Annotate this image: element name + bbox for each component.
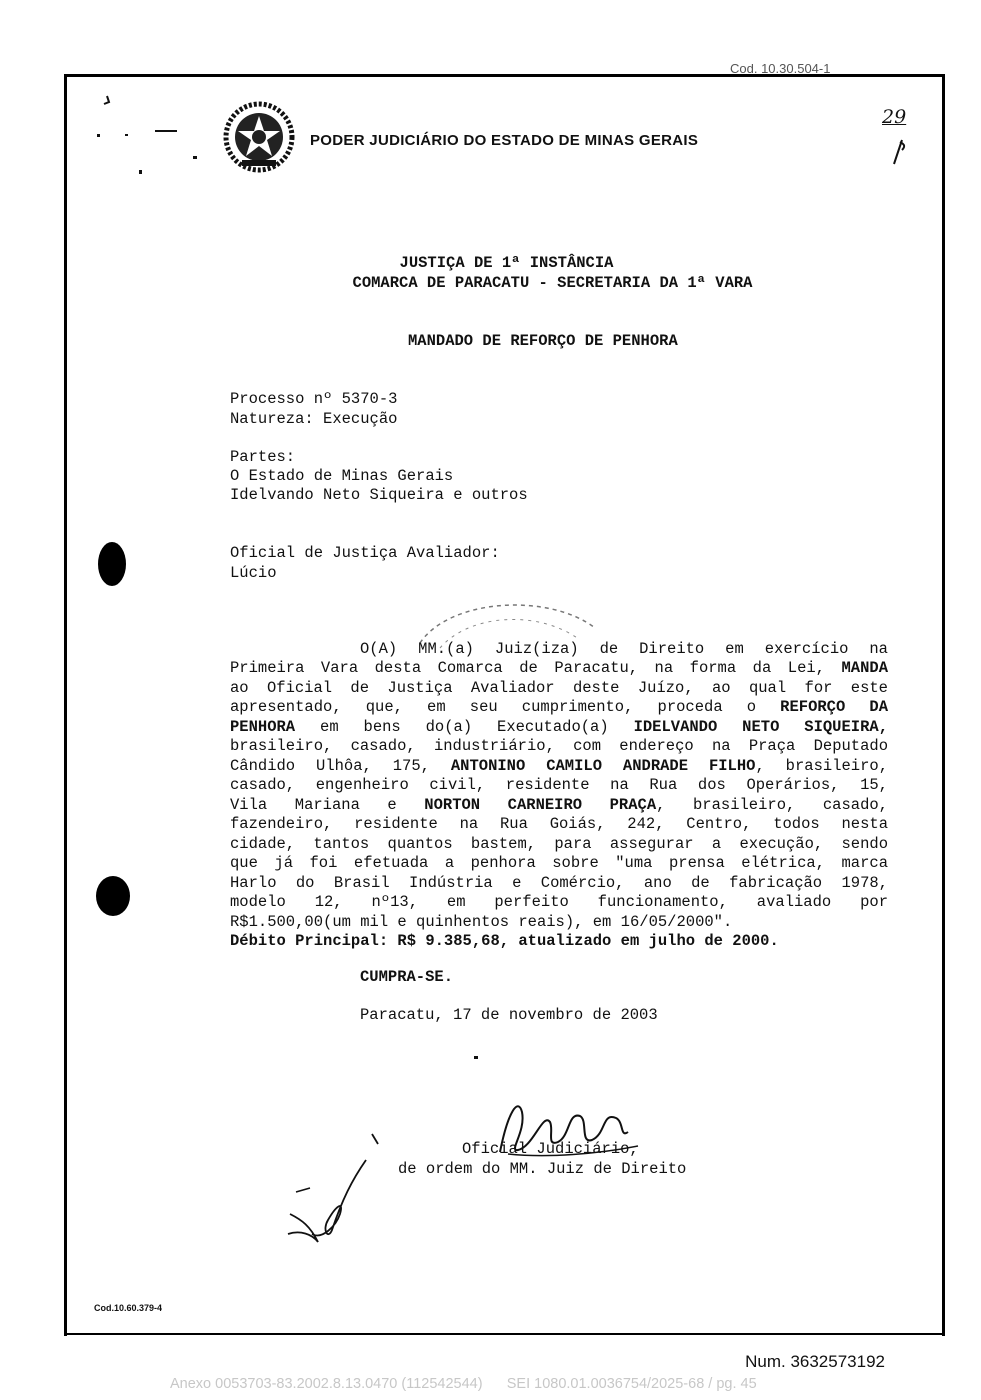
annex-metadata: Anexo 0053703-83.2002.8.13.0470 (112542544) SEI 1080.01.0036754/2025-68 / pg. 45 <box>170 1376 757 1392</box>
body-line-11: cidade, tantos quantos bastem, para assegurar a execução, sendo <box>230 835 888 853</box>
officer-label: Oficial de Justiça Avaliador: <box>230 544 500 562</box>
page-number-text: 29 <box>882 106 907 128</box>
scan-marks <box>95 90 215 185</box>
body-line-3: ao Oficial de Justiça Avaliador deste Juízo, ao qual for este <box>230 679 888 697</box>
punch-hole-mark <box>96 876 130 916</box>
body-line-4 <box>230 698 888 718</box>
signer-order-line: de ordem do MM. Juiz de Direito <box>398 1160 687 1178</box>
body-text: em bens do(a) Executado(a) <box>295 718 634 736</box>
date-line: Paracatu, 17 de novembro de 2003 <box>360 1006 658 1024</box>
body-line-14: modelo 12, nº13, em perfeito funcionamento, avaliado por <box>230 893 888 911</box>
body-bold: REFORÇO DA <box>780 698 888 716</box>
executed-party-name: NORTON CARNEIRO PRAÇA <box>424 796 657 814</box>
party-2: Idelvando Neto Siqueira e outros <box>230 486 528 504</box>
body-line-9 <box>230 796 888 816</box>
court-line-2: COMARCA DE PARACATU - SECRETARIA DA 1ª VARA <box>352 274 753 292</box>
sheet-border-bottom <box>64 1333 944 1335</box>
body-bold: PENHORA <box>230 718 296 736</box>
body-line-1: O(A) MM.(a) Juiz(iza) de Direito em exercício na <box>360 640 888 658</box>
body-text: Cândido Ulhôa, 175, <box>230 757 451 775</box>
form-code: Cod.10.60.379-4 <box>94 1303 163 1313</box>
institution-name: PODER JUDICIÁRIO DO ESTADO DE MINAS GERAIS <box>310 132 699 149</box>
body-text: apresentado, que, em seu cumprimento, proceda o <box>230 698 781 716</box>
executed-party-name: IDELVANDO NETO SIQUEIRA, <box>633 718 888 736</box>
court-line-1: JUSTIÇA DE 1ª INSTÂNCIA <box>399 254 614 272</box>
executed-party-name: ANTONINO CAMILO ANDRADE FILHO <box>450 757 756 775</box>
body-text: , brasileiro, casado, <box>656 796 888 814</box>
body-line-15: R$1.500,00(um mil e quinhentos reais), em 16/05/2000". <box>230 913 733 931</box>
body-line-13: Harlo do Brasil Indústria e Comércio, ano de fabricação 1978, <box>230 874 888 892</box>
document-number: Num. 3632573192 <box>745 1352 885 1371</box>
principal-debt: Débito Principal: R$ 9.385,68, atualizado em julho de 2000. <box>230 932 779 950</box>
punch-hole-mark <box>98 542 126 586</box>
body-line-5 <box>230 718 888 738</box>
body-text: , brasileiro, <box>755 757 889 775</box>
coat-of-arms-icon <box>222 100 296 174</box>
document-title: MANDADO DE REFORÇO DE PENHORA <box>408 332 678 350</box>
body-line-7 <box>230 757 888 777</box>
body-line-12: que já foi efetuada a penhora sobre "uma prensa elétrica, marca <box>230 854 888 872</box>
body-line-8: casado, engenheiro civil, residente na Rua dos Operários, 15, <box>230 776 888 794</box>
body-text: Primeira Vara desta Comarca de Paracatu, na forma da Lei, <box>230 659 842 677</box>
signer-role: Oficial Judiciário, <box>462 1140 639 1158</box>
officer-name: Lúcio <box>230 564 277 582</box>
case-nature: Natureza: Execução <box>230 410 398 428</box>
party-1: O Estado de Minas Gerais <box>230 467 454 485</box>
body-bold: MANDA <box>841 659 888 677</box>
process-number: Processo nº 5370-3 <box>230 390 398 408</box>
side-initials-mark <box>282 1130 382 1250</box>
cumpra-se: CUMPRA-SE. <box>360 968 454 986</box>
parties-label: Partes: <box>230 448 296 466</box>
body-line-2 <box>230 659 888 679</box>
top-form-code: Cod. 10.30.504-1 <box>730 64 831 76</box>
body-line-6: brasileiro, casado, industriário, com endereço na Praça Deputado <box>230 737 888 755</box>
page-number-mark <box>872 106 922 168</box>
body-line-10: fazendeiro, residente na Rua Goiás, 242, Centro, todos nesta <box>230 815 888 833</box>
scan-dot <box>474 1056 478 1059</box>
body-text: Vila Mariana e <box>230 796 425 814</box>
